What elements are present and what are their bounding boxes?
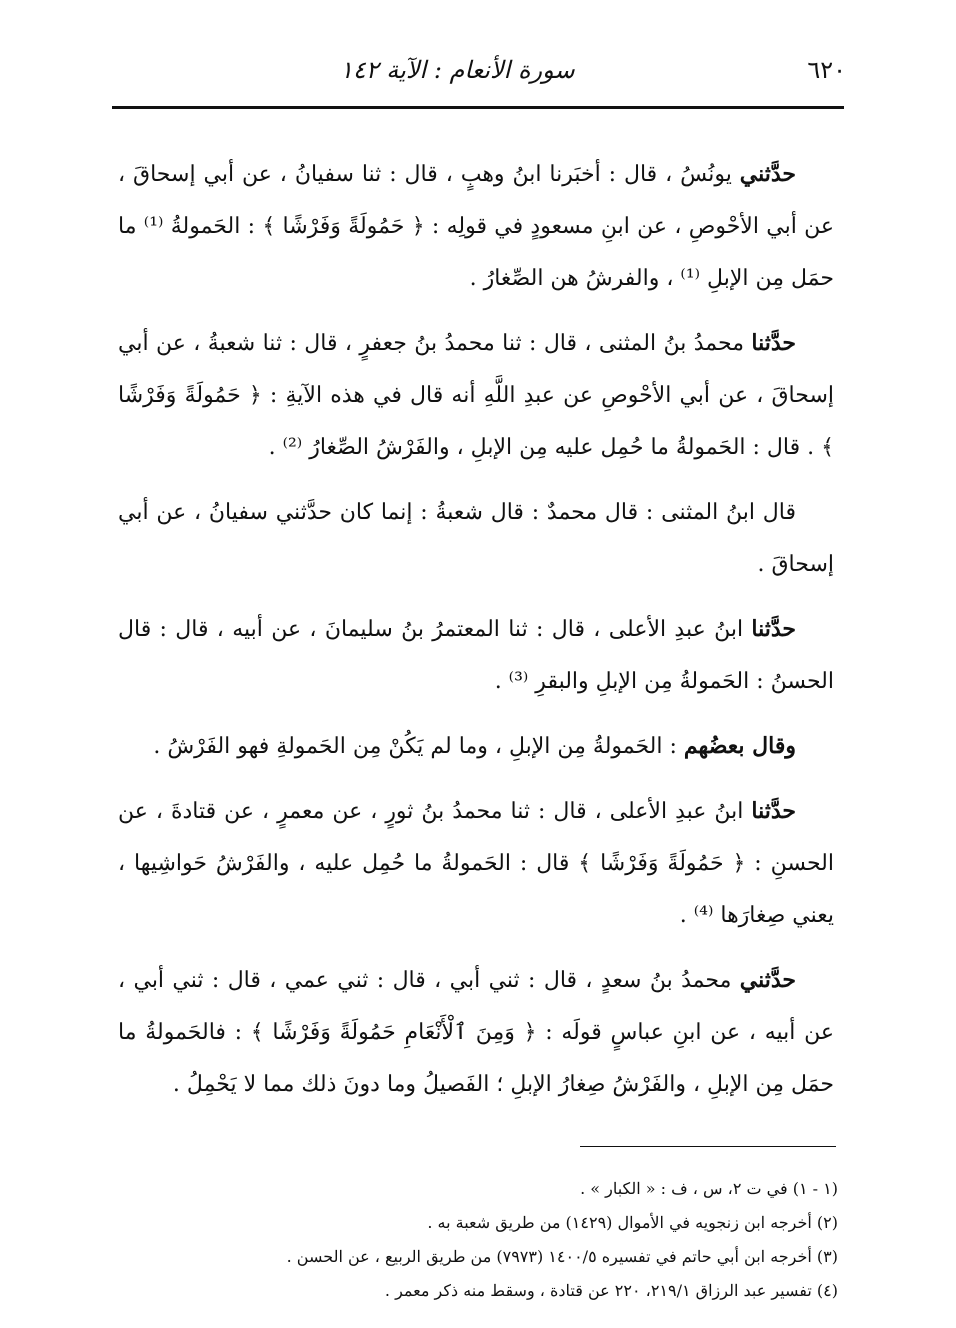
paragraph-lead: حدَّثنا (751, 798, 796, 824)
page-header (110, 56, 846, 96)
paragraph-text: ابنُ عبدِ الأعلى ، قال : ثنا محمدُ بنُ ثورٍ ، عن معمرٍ ، عن قتادةَ ، عن الحسنِ : ﴿ حَمُولَةً وَفَرْشًا ﴾ قال : الحَمولةُ ما حُمِل عليه ، والفَرْشُ حَواشِيها ، يعني صِغارَها ⁽⁴⁾ . (118, 799, 834, 928)
main-text (118, 148, 834, 1123)
footnote: (٣) أخرجه ابن أبي حاتم في تفسيره ١٤٠٠/٥ (٧٩٧٣) من طريق الربيع ، عن الحسن . (286, 1247, 838, 1266)
paragraph-text: محمدُ بنُ المثنى ، قال : ثنا محمدُ بنُ جعفرٍ ، قال : ثنا شعبةُ ، عن أبي إسحاقَ ، عن أبي الأحْوصِ عن عبدِ اللَّهِ أنه قال في هذه الآيةِ : ﴿ حَمُولَةً وَفَرْشًا ﴾ . قال : الحَمولةُ ما حُمِل عليه مِن الإبلِ ، والفَرْشُ الصِّغارُ ⁽²⁾ . (118, 331, 834, 460)
footnote-rule (580, 1146, 836, 1147)
footnote: (١ - ١) في ت ٢، س ، ف : « الكبار » . (580, 1179, 838, 1198)
page-number: ٦٢٠ (807, 56, 846, 84)
paragraph-text: قال ابنُ المثنى : قال محمدٌ : قال شعبةُ : إنما كان حدَّثني سفيانُ ، عن أبي إسحاقَ . (118, 500, 834, 577)
paragraph-lead: وقال بعضُهم (683, 733, 796, 759)
paragraph-lead: حدَّثني (739, 967, 796, 993)
paragraph (118, 785, 834, 942)
paragraph (118, 954, 834, 1111)
paragraph (118, 720, 834, 773)
paragraph-text: محمدُ بنُ سعدٍ ، قال : ثني أبي ، قال : ثني عمي ، قال : ثني أبي ، عن أبيه ، عن ابنِ عباسٍ قولَه : ﴿ وَمِنَ ٱلْأَنْعَامِ حَمُولَةً وَفَرْشًا ﴾ : فالحَمولةُ ما حمَل مِن الإبلِ ، والفَرْشُ صِغارُ الإبلِ ؛ الفَصيلُ وما دونَ ذلك مما لا يَحْمِلُ . (118, 968, 834, 1097)
paragraph (118, 603, 834, 708)
paragraph-lead: حدَّثني (739, 161, 796, 187)
footnote: (٤) تفسير عبد الرزاق ٢١٩/١، ٢٢٠ عن قتادة ، وسقط منه ذكر معمر . (384, 1281, 838, 1300)
paragraph (118, 486, 834, 591)
paragraph-lead: حدَّثنا (751, 616, 796, 642)
paragraph-lead: حدَّثنا (751, 330, 797, 356)
paragraph-text: : الحَمولةُ مِن الإبلِ ، وما لم يَكُنْ مِن الحَمولةِ فهو الفَرْشُ . (153, 734, 684, 759)
footnote: (٢) أخرجه ابن زنجويه في الأموال (١٤٢٩) من طريق شعبة به . (427, 1213, 838, 1232)
header-rule (112, 106, 844, 109)
footnotes (120, 1172, 838, 1308)
paragraph-text: ابنُ عبدِ الأعلى ، قال : ثنا المعتمرُ بنُ سليمانَ ، عن أبيه ، قال : قال الحسنُ : الحَمولةُ مِن الإبلِ والبقرِ ⁽³⁾ . (118, 617, 834, 694)
paragraph-text: يونُسُ ، قال : أخبَرنا ابنُ وهبٍ ، قال : ثنا سفيانُ ، عن أبي إسحاقَ ، عن أبي الأحْوصِ ، عن ابنِ مسعودٍ في قولِه : ﴿ حَمُولَةً وَفَرْشًا ﴾ : الحَمولةُ ⁽¹⁾ ما حمَل مِن الإبلِ ⁽¹⁾ ، والفرشُ هن الصِّغارُ . (118, 162, 834, 291)
paragraph (118, 148, 834, 305)
running-title: سورة الأنعام : الآية ١٤٢ (340, 56, 575, 84)
paragraph (118, 317, 834, 474)
